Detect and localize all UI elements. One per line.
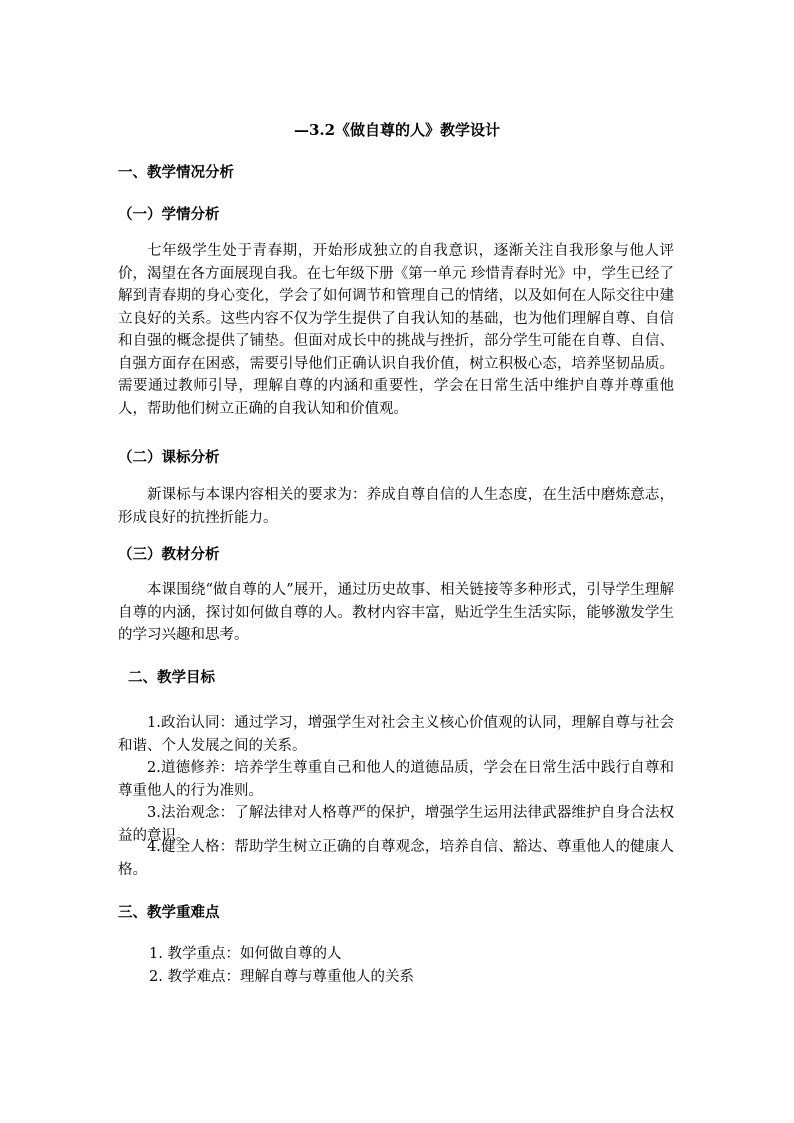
section-heading-goals: 二、教学目标 <box>128 669 215 686</box>
list-item: 2. 教学难点：理解自尊与尊重他人的关系 <box>149 968 414 985</box>
goal-item: 1.政治认同：通过学习，增强学生对社会主义核心价值观的认同，理解自尊与社会和谐、个人发展之间的关系。 <box>118 715 674 754</box>
goal-item: 4.健全人格：帮助学生树立正确的自尊观念，培养自信、豁达、尊重他人的健康人格。 <box>118 839 674 878</box>
list-item: 1. 教学重点：如何做自尊的人 <box>149 946 342 962</box>
student-analysis-paragraph: 七年级学生处于青春期，开始形成独立的自我意识，逐渐关注自我形象与他人评价，渴望在各方面展现自我。在七年级下册《第一单元 珍惜青春时光》中，学生已经了解到青春期的身心变化，学会了如何调节和管理自己的情绪，以及如何在人际交往中建立良好的关系。这些内容不仅为学生提供了自我认知的基础，也为他们理解自尊、自信和自强的概念提供了铺垫。但面对成长中的挑战与挫折，部分学生可能在自尊、自信、自强方面存在困惑，需要引导他们正确认识自我价值，树立积极心态，培养坚韧品质。需要通过教师引导，理解自尊的内涵和重要性，学会在日常生活中维护自尊并尊重他人，帮助他们树立正确的自我认知和价值观。 <box>118 243 674 417</box>
section-heading-analysis: 一、教学情况分析 <box>118 164 234 181</box>
textbook-analysis-paragraph: 本课围绕“做自尊的人”展开，通过历史故事、相关链接等多种形式，引导学生理解自尊的内涵，探讨如何做自尊的人。教材内容丰富，贴近学生生活实际，能够激发学生的学习兴趣和思考。 <box>118 582 674 643</box>
subsection-heading-curriculum: （二）课标分析 <box>118 449 220 466</box>
subsection-heading-student: （一）学情分析 <box>118 206 220 223</box>
section-heading-key-points: 三、教学重难点 <box>118 904 220 921</box>
document-title: —3.2《做自尊的人》教学设计 <box>293 121 501 139</box>
goal-item: 2.道德修养：培养学生尊重自己和他人的道德品质，学会在日常生活中践行自尊和尊重他人的行为准则。 <box>118 760 674 799</box>
subsection-heading-textbook: （三）教材分析 <box>118 546 220 563</box>
key-points-list <box>149 943 414 988</box>
curriculum-analysis-paragraph: 新课标与本课内容相关的要求为：养成自尊自信的人生态度，在生活中磨炼意志，形成良好的抗挫折能力。 <box>118 487 674 526</box>
goal-item: 3.法治观念：了解法律对人格尊严的保护，增强学生运用法律武器维护自身合法权益的意识。 <box>118 805 674 844</box>
